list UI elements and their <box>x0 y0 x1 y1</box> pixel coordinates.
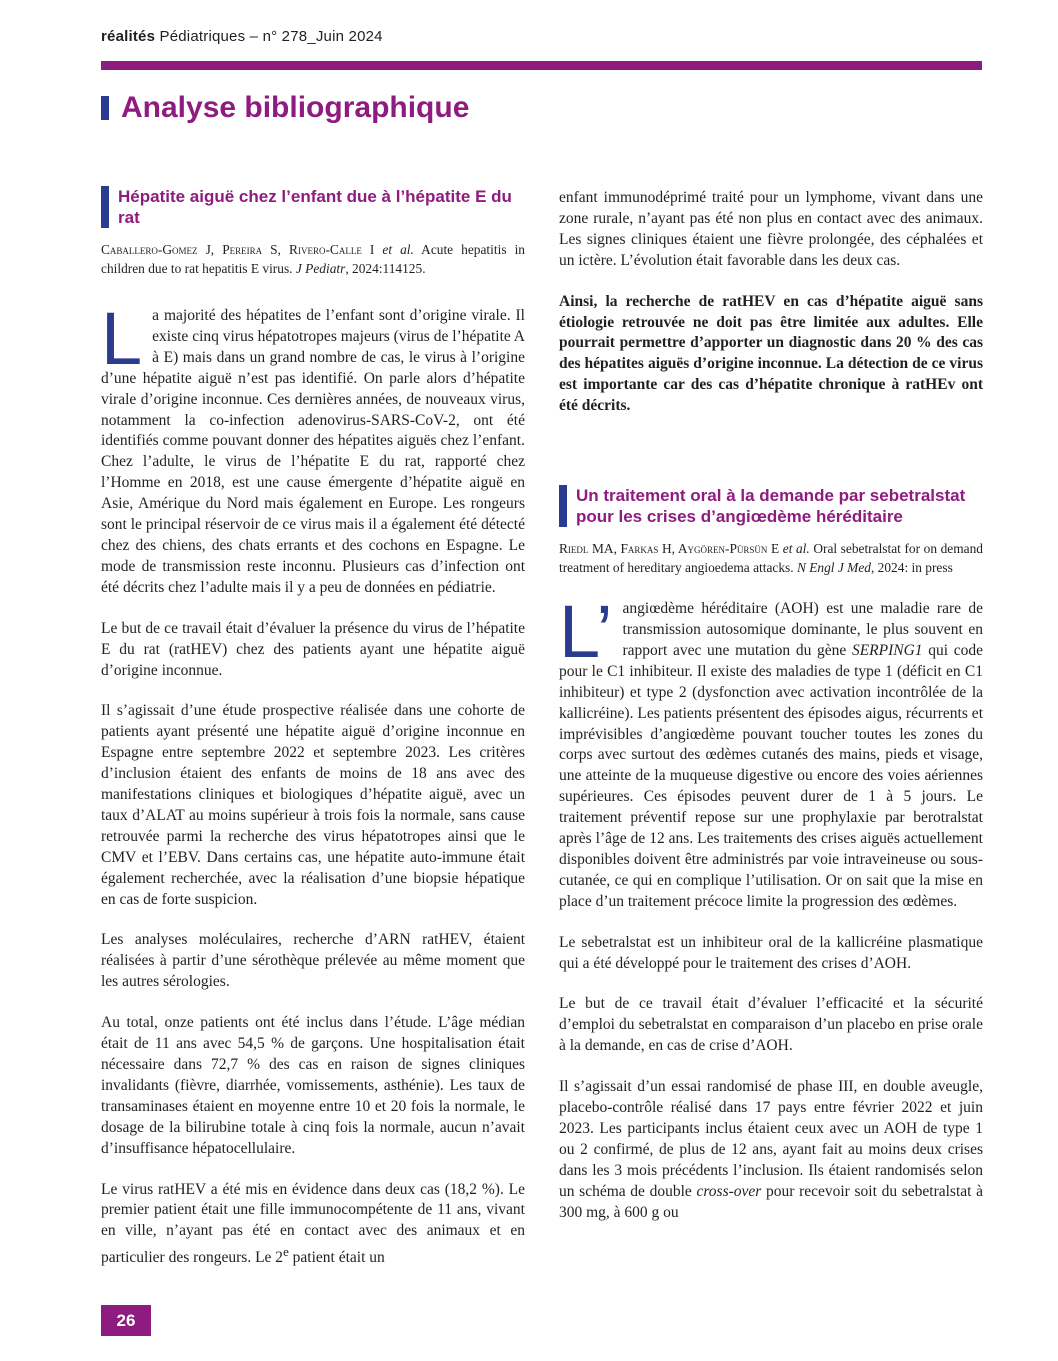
article1-ref-authors: Caballero-Gomez J, Pereira S, Rivero-Calle I <box>101 242 375 257</box>
article2-heading-bar <box>559 485 567 527</box>
article1-dropcap: L <box>101 297 143 380</box>
article1-p1-text: a majorité des hépatites de l’enfant sont d’origine virale. Il existe cinq virus hépatotropes majeurs (virus de l’hépatite A à E) mais dans un grand nombre de cas, le virus à l’origine d’une hépatite aiguë n’est pas identifié. On parle alors d’hépatite virale d’origine inconnue. Ces dernières années, de nouveaux virus, notamment la co-infection adenovirus-SARS-CoV-2, ont été identifiés comme pouvant donner des hépatites aiguës chez l’enfant. Chez l’adulte, le virus de l’hépatite E du rat, rapporté chez l’Homme en 2018, est une cause émergente d’hépatite aiguë en Asie, Amérique du Nord mais également en Europe. Les rongeurs sont le principal réservoir de ce virus mais il a également été détecté chez des chiens, des chats errants et des cochons en Espagne. Le mode de transmission reste inconnu. Plusieurs cas d’infection ont été décrits chez l’adulte mais il y a peu de données en pédiatrie. <box>101 307 525 596</box>
heading-bar <box>101 96 109 120</box>
article2-paragraph-1 <box>559 590 983 913</box>
article1-paragraph-1 <box>101 297 525 599</box>
article2-paragraph-4 <box>559 1077 983 1223</box>
article2-ref-journal: N Engl J Med <box>796 560 871 576</box>
article2-ref-rest: , 2024: in press <box>870 560 953 576</box>
article2-title: Un traitement oral à la demande par sebetralstat pour les crises d’angiœdème héréditaire <box>576 486 966 527</box>
article2-p1-a: angiœdème héréditaire (AOH) est une maladie rare de transmission autosomique dominante, le plus souvent en rapport avec une mutation du gène <box>622 600 983 659</box>
article1-paragraph-2: Le but de ce travail était d’évaluer la présence du virus de l’hépatite E du rat (ratHEV) chez des patients ayant une hépatite aiguë d’origine inconnue. <box>101 619 525 679</box>
article2-p4-b: pour recevoir soit du sebetralstat à 300 mg, à 600 g ou <box>559 1182 983 1221</box>
article1-p6-b: patient était un <box>288 1249 385 1267</box>
article1-title: Hépatite aiguë chez l’enfant due à l’hépatite E du rat <box>118 187 512 227</box>
left-column <box>101 186 525 1289</box>
article1-ref-title: Acute hepatitis in children due to rat hepatitis E virus. <box>101 242 525 276</box>
header-rule <box>101 61 982 70</box>
running-header <box>101 28 383 45</box>
article2-paragraph-3: Le but de ce travail était d’évaluer l’efficacité et la sécurité d’emploi du sebetralstat en comparaison d’un placebo en prise orale à la demande, en cas de crise d’AOH. <box>559 995 983 1055</box>
article2-dropcap: L’ <box>559 590 613 674</box>
article2-ref-title: Oral sebetralstat for on demand treatment of hereditary angioedema attacks. <box>559 541 983 576</box>
section-heading <box>101 90 469 126</box>
article2-paragraph-2: Le sebetralstat est un inhibiteur oral de la kallicréine plasmatique qui a été développé pour le traitement des crises d’AOH. <box>559 933 983 972</box>
page-number: 26 <box>101 1305 151 1336</box>
article1-ref-rest: , 2024:114125. <box>345 261 426 276</box>
article2-heading <box>559 485 983 527</box>
article1-heading-bar <box>101 186 109 228</box>
article1-reference <box>101 240 525 278</box>
article1-conclusion: Ainsi, la recherche de ratHEV en cas d’hépatite aiguë sans étiologie retrouvée ne doit pas être limitée aux adultes. Elle pourrait permettre d’apporter un diagnostic dans 20 % des cas des hépatites aiguës d’origine inconnue. La détection de ce virus est importante car des cas d’hépatite chronique à ratHEv ont été décrits. <box>559 292 983 415</box>
article1-paragraph-6-continued: enfant immunodéprimé traité pour un lymphome, vivant dans une zone rurale, n’ayant pas été non plus en contact avec des animaux. Les signes cliniques étaient une fièvre prolongée, des céphalées et un ictère. L’évolution était favorable dans les deux cas. <box>559 189 983 269</box>
article2-p4-em: cross-over <box>696 1182 762 1200</box>
journal-issue: Pédiatriques – n° 278_Juin 2024 <box>159 28 383 45</box>
article1-p6-sup: e <box>283 1244 289 1260</box>
article1-paragraph-6 <box>101 1180 525 1270</box>
article2-ref-etal: et al. <box>782 541 810 557</box>
article1-paragraph-4: Les analyses moléculaires, recherche d’ARN ratHEV, étaient réalisées à partir d’une sérothèque prélevée au même moment que les autres sérologies. <box>101 931 525 991</box>
article1-paragraph-3: Il s’agissait d’une étude prospective réalisée dans une cohorte de patients ayant présenté une hépatite aiguë d’origine inconnue en Espagne entre septembre 2022 et septembre 2023. Les critères d’inclusion étaient des enfants de moins de 18 ans avec des manifestations cliniques et biologiques d’hépatite aiguë, avec un taux d’ALAT au moins supérieur à trois fois la normale, sans cause retrouvée parmi la recherche des virus hépatotropes ainsi que le CMV et l’EBV. Dans certains cas, une hépatite auto-immune était également recherchée, avec la réalisation d’une biopsie hépatique en cas de forte suspicion. <box>101 702 525 908</box>
article2-ref-authors: Riedl MA, Farkas H, Aygören-Pürsün E <box>559 541 780 557</box>
article2-p4-a: Il s’agissait d’un essai randomisé de phase III, en double aveugle, placebo-contrôle réalisé dans 17 pays entre février 2022 et juin 2023. Les participants inclus étaient ceux avec un AOH de type 1 ou 2 confirmé, de plus de 12 ans, ayant fait au moins deux crises dans les 3 mois précédents l’inclusion. Ils étaient randomisés selon un schéma de double <box>559 1078 983 1200</box>
article1-ref-journal: J Pediatr <box>295 261 346 276</box>
article1-p6-a: Le virus ratHEV a été mis en évidence dans deux cas (18,2 %). Le premier patient était une fille immunocompétente de 11 ans, vivant en ville, n’ayant pas été en contact avec des animaux et en particulier des rongeurs. Le 2 <box>101 1180 525 1267</box>
right-column <box>559 186 983 1244</box>
article2-gene: SERPING1 <box>851 641 923 659</box>
journal-brand: réalités <box>101 28 156 45</box>
article1-paragraph-5: Au total, onze patients ont été inclus dans l’étude. L’âge médian était de 11 ans avec 54,5 % de garçons. Une hospitalisation était nécessaire dans 72,7 % des cas en raison de signes cliniques invalidants (fièvre, diarrhée, vomissements, asthénie). Les taux de transaminases étaient en moyenne entre 10 et 20 fois la normale, le dosage de la bilirubine totale à cinq fois la normale, aucun n’avait d’insuffisance hépatocellulaire. <box>101 1014 525 1157</box>
article1-ref-etal: et al. <box>382 242 414 257</box>
article2-p1-b: qui code pour le C1 inhibiteur. Il existe des maladies de type 1 (déficit en C1 inhibiteur) et type 2 (dysfonction avec activation incontrôlée de la kallicréine). Les patients présentent des épisodes aigus, récurrents et imprévisibles d’angiœdème pouvant toucher toutes les zones du corps avec surtout des œdèmes cutanés des mains, pieds et visage, une atteinte de la muqueuse digestive ou encore des voies aériennes supérieures. Ces épisodes peuvent durer de 1 à 5 jours. Le traitement préventif repose sur une prophylaxie par berotralstat après l’âge de 12 ans. Les traitements des crises aiguës actuellement disponibles doivent être administrés par voie intraveineuse ou sous-cutanée, ce qui en complique l’utilisation. Or on sait que la mise en place d’un traitement précoce limite la progression des œdèmes. <box>559 641 983 910</box>
section-title: Analyse bibliographique <box>121 91 470 124</box>
article1-heading <box>101 186 525 228</box>
article2-reference <box>559 539 983 577</box>
